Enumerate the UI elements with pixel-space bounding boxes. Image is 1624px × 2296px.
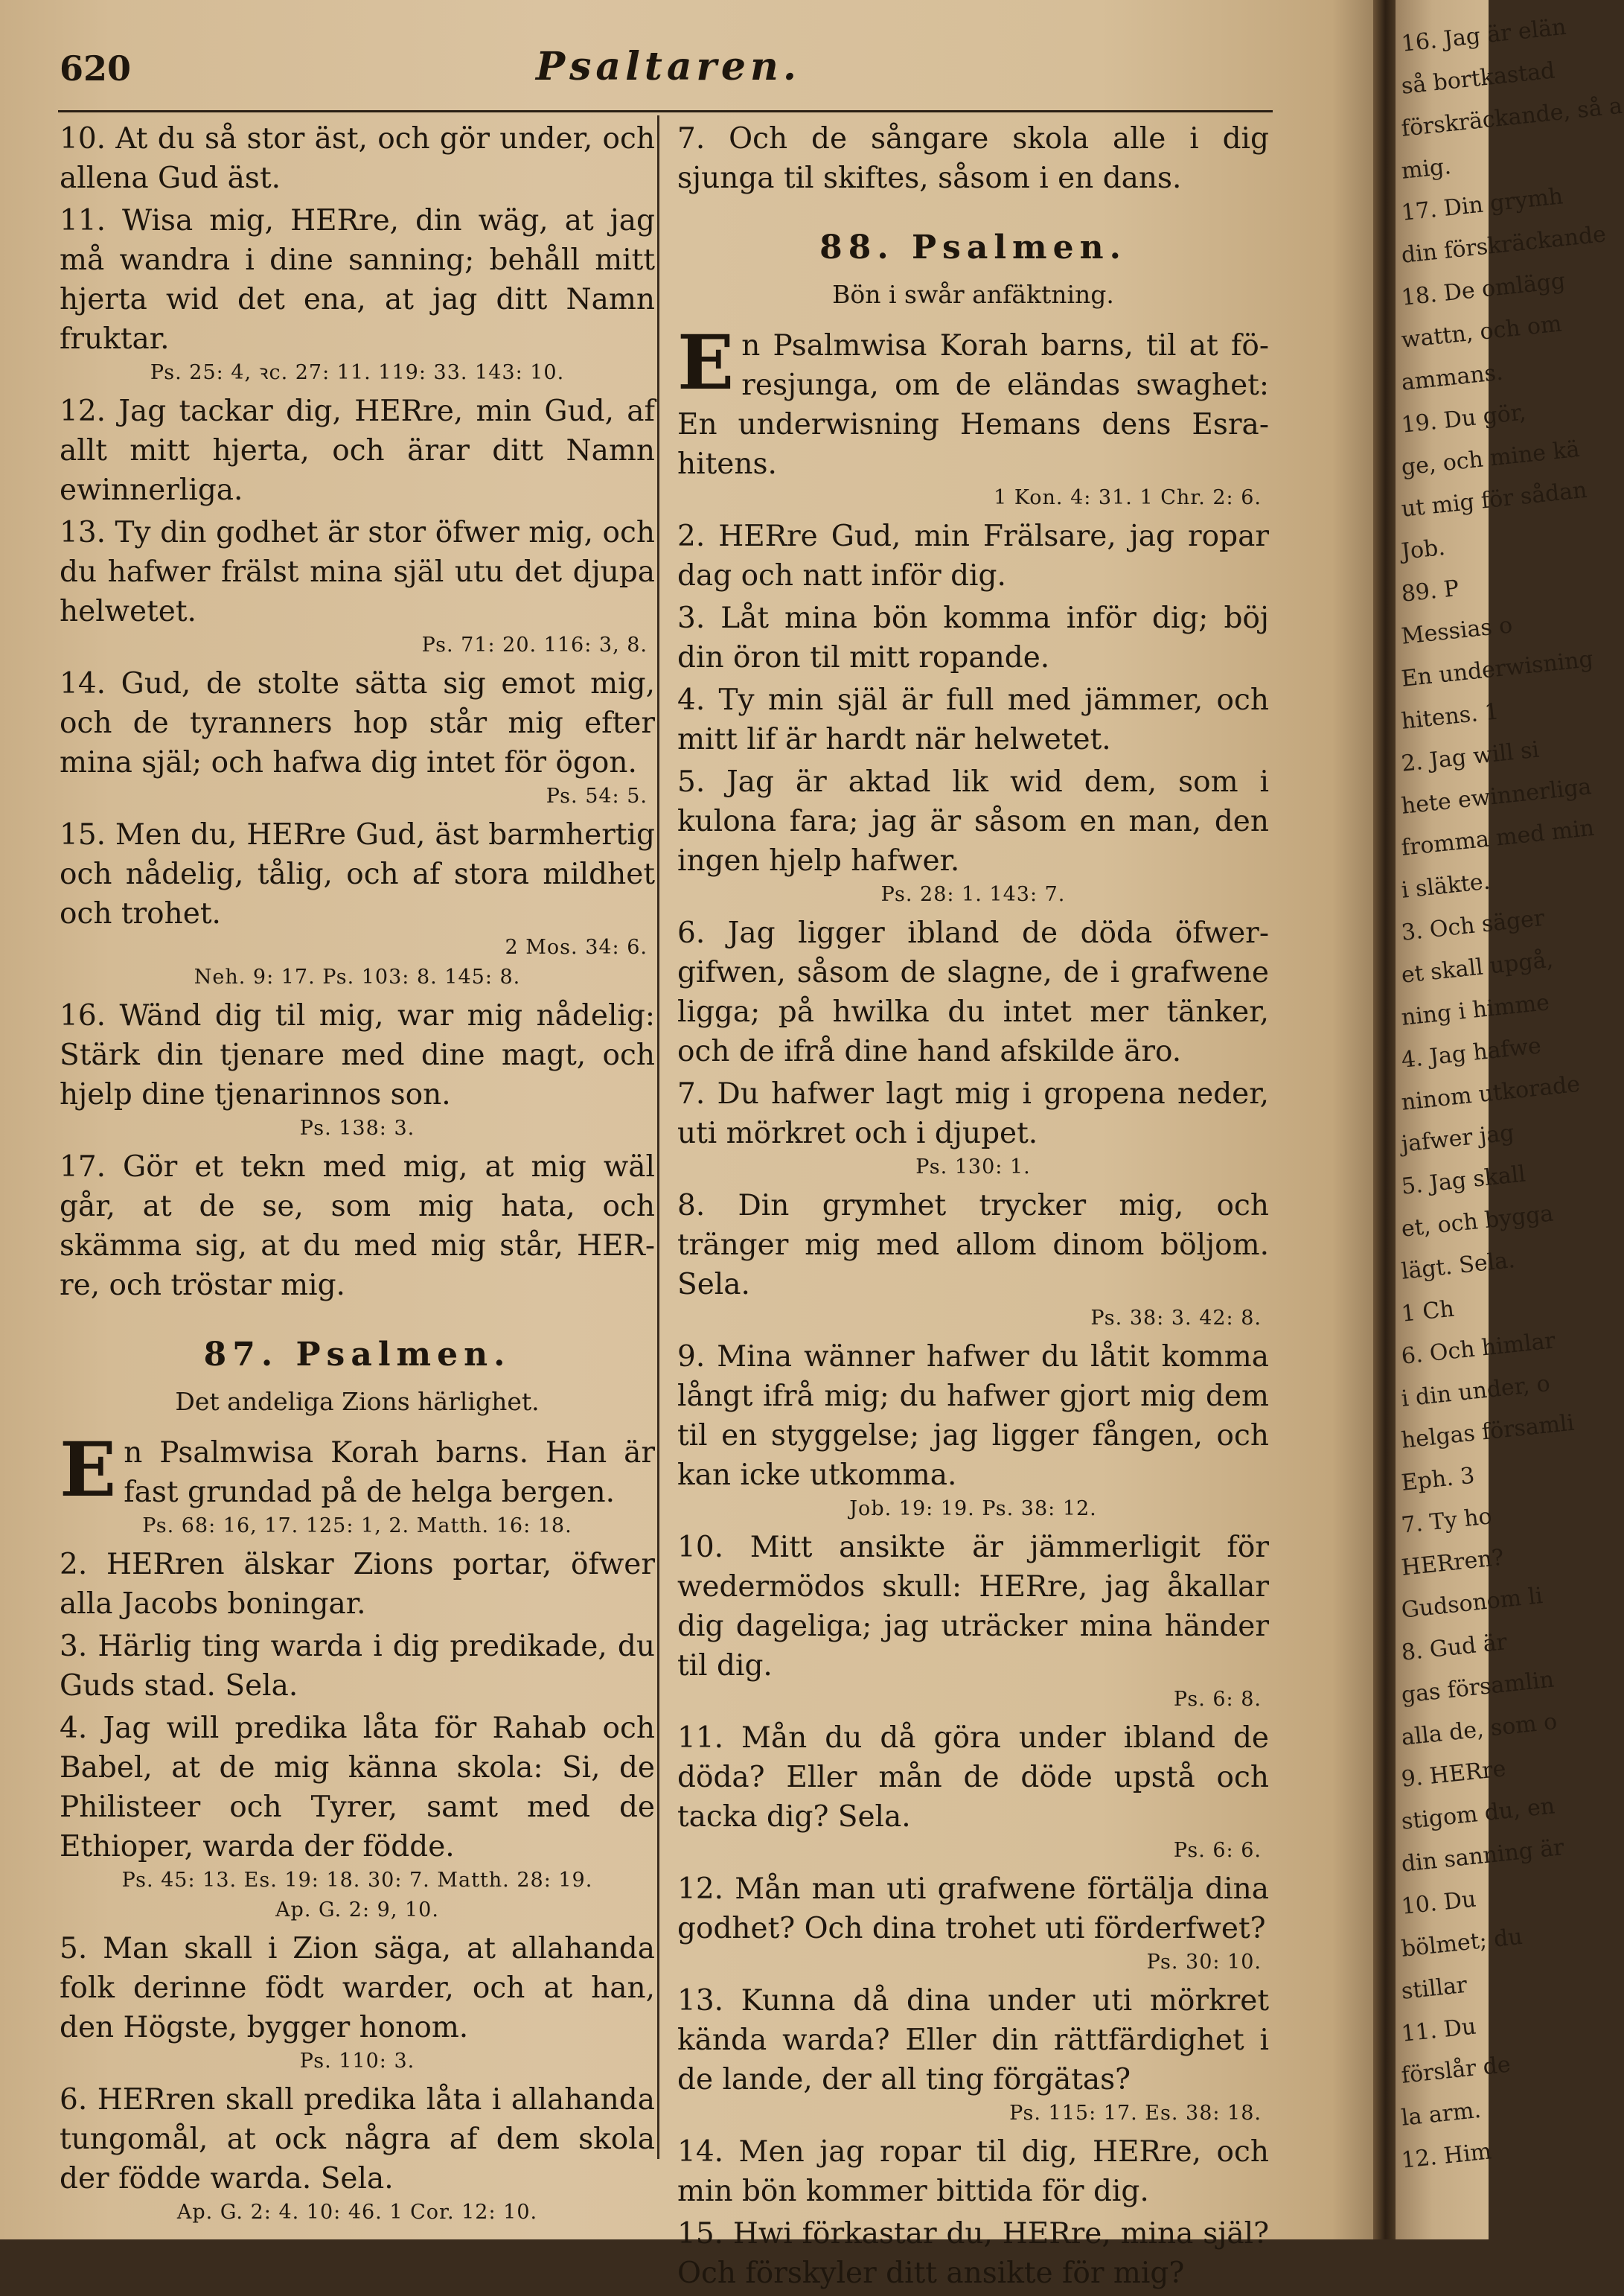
psalm-intro: En Psalmwisa Korah barns, til at föresjunga, om de eländas swaghet: En underwisning Hemans dens Esrahitens. bbox=[677, 319, 1269, 481]
verse: 17. Gör et tekn med mig, at mig wäl går, at de se, som mig hata, och skämma sig, at du med mig står, HERre, och tröstar mig. bbox=[60, 1150, 655, 1302]
drop-cap: E bbox=[60, 1426, 117, 1514]
cross-reference: Ps. 71: 20. 116: 3, 8. bbox=[421, 634, 648, 657]
adjacent-page-fragment: förslår de bbox=[1400, 2052, 1512, 2090]
adjacent-page-fragment: lägt. Sela. bbox=[1400, 1246, 1517, 1285]
adjacent-page-fragment: Job. bbox=[1400, 535, 1447, 566]
verse: 13. Kunna då dina under uti mörkret kända warda? Eller din rättfärdighet i de lande, der all ting förgätas? bbox=[677, 1984, 1269, 2096]
running-title: Psaltaren. bbox=[536, 44, 801, 89]
cross-reference: Ap. G. 2: 4. 10: 46. 1 Cor. 12: 10. bbox=[176, 2201, 538, 2224]
psalm-subtitle: Det andeliga Zions härlighet. bbox=[175, 1387, 540, 1416]
verse: 5. Man skall i Zion säga, at allahanda folk derinne födt warder, och at han, den Högste, bygger honom. bbox=[60, 1932, 655, 2044]
cross-reference: Ps. 25: 4, ꝛc. 27: 11. 119: 33. 143: 10. bbox=[150, 361, 565, 384]
right-column bbox=[677, 119, 1269, 2296]
adjacent-page-fragment: la arm. bbox=[1400, 2097, 1483, 2132]
adjacent-page-fragment: alla de, som o bbox=[1400, 1708, 1559, 1751]
column-divider bbox=[657, 115, 659, 2159]
psalm-subtitle: Bön i swår anfäktning. bbox=[832, 280, 1114, 309]
verse: 4. Jag will predika låta för Rahab och Babel, at de mig känna skola: Si, de Philisteer och Tyrer, samt med de Ethioper, warda der födde. bbox=[60, 1712, 655, 1863]
header-rule bbox=[58, 110, 1273, 112]
cross-reference: Ps. 138: 3. bbox=[299, 1117, 415, 1140]
adjacent-page-fragment: jafwer jag bbox=[1400, 1120, 1516, 1158]
adjacent-page-fragment: Eph. 3 bbox=[1400, 1463, 1476, 1497]
verse: 14. Men jag ropar til dig, HERre, och min bön kommer bittida för dig. bbox=[677, 2135, 1269, 2208]
psalm-title: 88. Psalmen. bbox=[819, 229, 1127, 267]
adjacent-page-fragment: din förskräckande bbox=[1400, 221, 1608, 270]
book-gutter bbox=[1373, 0, 1396, 2239]
adjacent-page-fragment: gas församlin bbox=[1400, 1666, 1556, 1709]
verse: 2. HERren älskar Zions portar, öfwer alla Jacobs boningar. bbox=[60, 1548, 655, 1621]
verse: 8. Din grymhet trycker mig, och tränger mig med allom dinom böljom. Sela. bbox=[677, 1189, 1269, 1301]
adjacent-page-fragment: i släkte. bbox=[1400, 868, 1492, 905]
adjacent-page-fragment: i din under, o bbox=[1400, 1370, 1552, 1412]
cross-reference: Ps. 54: 5. bbox=[546, 785, 648, 808]
adjacent-page-fragment: din sanning är bbox=[1400, 1834, 1566, 1878]
adjacent-page-fragment: Messias o bbox=[1400, 612, 1514, 650]
adjacent-page-edge bbox=[1396, 0, 1624, 2239]
adjacent-page-fragment: ninom utkorade bbox=[1400, 1071, 1582, 1116]
cross-reference: Ps. 6: 6. bbox=[1173, 1839, 1262, 1862]
adjacent-page-fragment: 1 Ch bbox=[1400, 1295, 1456, 1327]
cross-reference: Ps. 45: 13. Es. 19: 18. 30: 7. Matth. 28: 19. bbox=[121, 1869, 593, 1892]
verse: 9. Mina wänner hafwer du låtit komma långt ifrå mig; du hafwer gjort mig dem til en styggelse; jag ligger fången, och kan icke utkomma. bbox=[677, 1340, 1269, 1492]
adjacent-page-fragment: ning i himme bbox=[1400, 989, 1551, 1031]
verse: 7. Och de sångare skola alle i dig sjunga til skiftes, såsom i en dans. bbox=[677, 122, 1269, 195]
verse: 3. Härlig ting warda i dig predikade, du Guds stad. Sela. bbox=[60, 1630, 655, 1703]
verse: 5. Jag är aktad lik wid dem, som i kulona fara; jag är såsom en man, den ingen hjelp hafwer. bbox=[677, 765, 1269, 878]
verse: 6. HERren skall predika låta i allahanda tungomål, at ock några af dem skola der födde warda. Sela. bbox=[60, 2083, 655, 2195]
adjacent-page-fragment: bölmet; du bbox=[1400, 1923, 1524, 1962]
adjacent-page-fragment: helgas församli bbox=[1400, 1410, 1576, 1455]
verse: 4. Ty min själ är full med jämmer, och mitt lif är hardt när helwetet. bbox=[677, 683, 1269, 756]
cross-reference: 1 Kon. 4: 31. 1 Chr. 2: 6. bbox=[994, 486, 1262, 509]
adjacent-page-fragment: et skall upgå, bbox=[1400, 946, 1555, 989]
verse: 2. HERre Gud, min Frälsare, jag ropar dag och natt inför dig. bbox=[677, 520, 1269, 593]
adjacent-page-fragment: stillar bbox=[1400, 1971, 1468, 2005]
page-number: 620 bbox=[60, 48, 132, 89]
verse: 15. Men du, HERre Gud, äst barmhertig och nådelig, tålig, och af stora mildhet och trohet. bbox=[60, 818, 655, 931]
verse: 3. Låt mina bön komma inför dig; böj din öron til mitt ropande. bbox=[677, 602, 1269, 675]
adjacent-page-fragment: 9. HERre bbox=[1400, 1756, 1508, 1793]
cross-reference: Ps. 110: 3. bbox=[299, 2050, 415, 2073]
verse: 6. Jag ligger ibland de döda öfwergifwen, såsom de slagne, de i grafwene ligga; på hwilka du intet mer tänker, och de ifrå dine hand afskilde äro. bbox=[677, 916, 1269, 1068]
cross-reference: Ps. 30: 10. bbox=[1146, 1951, 1262, 1974]
adjacent-page-fragment: 11. Du bbox=[1400, 2013, 1477, 2047]
verse: 14. Gud, de stolte sätta sig emot mig, och de tyranners hop står mig efter mina själ; och hafwa dig intet för ögon. bbox=[60, 667, 655, 779]
page-header bbox=[60, 41, 1340, 101]
verse: 10. Mitt ansikte är jämmerligit för wedermödos skull: HERre, jag åkallar dig dageliga; jag uträcker mina händer til dig. bbox=[677, 1531, 1269, 1683]
adjacent-page-fragment: 4. Jag hafwe bbox=[1400, 1032, 1543, 1074]
adjacent-page-fragment: 17. Din grymh bbox=[1400, 183, 1564, 227]
adjacent-page-fragment: förskräckande, så a bbox=[1400, 92, 1624, 142]
left-column bbox=[60, 119, 655, 2231]
adjacent-page-fragment: mig. bbox=[1400, 153, 1453, 185]
cross-reference: Job. 19: 19. Ps. 38: 12. bbox=[849, 1497, 1097, 1520]
adjacent-page-fragment: 16. Jag är elän bbox=[1400, 13, 1567, 57]
verse: 7. Du hafwer lagt mig i gropena neder, uti mörkret och i djupet. bbox=[677, 1077, 1269, 1150]
psalm-intro: En Psalmwisa Korah barns. Han är fast grundad på de helga bergen. bbox=[60, 1426, 655, 1514]
adjacent-page-fragment: fromma med min bbox=[1400, 815, 1596, 862]
adjacent-page-fragment: et, och bygga bbox=[1400, 1200, 1555, 1243]
cross-reference: Ap. G. 2: 9, 10. bbox=[275, 1898, 439, 1922]
adjacent-page-fragment: wattn, och om bbox=[1400, 310, 1563, 354]
cross-reference: Ps. 68: 16, 17. 125: 1, 2. Matth. 16: 18. bbox=[142, 1514, 572, 1537]
verse: 10. At du så stor äst, och gör under, och allena Gud äst. bbox=[60, 122, 655, 195]
verse: 15. Hwi förkastar du, HERre, mina själ? Och förskyler ditt ansikte för mig? bbox=[677, 2217, 1269, 2290]
adjacent-page-fragment: stigom du, en bbox=[1400, 1793, 1556, 1836]
adjacent-page-fragment: ammans. bbox=[1400, 359, 1505, 396]
adjacent-page-fragment: så bortkastad bbox=[1400, 57, 1556, 100]
adjacent-page-fragment: 19. Du gör, bbox=[1400, 399, 1527, 439]
adjacent-page-fragment: 89. P bbox=[1400, 575, 1460, 608]
adjacent-page-fragment: hitens. 1 bbox=[1400, 698, 1500, 735]
adjacent-page-fragment: 5. Jag skall bbox=[1400, 1161, 1527, 1201]
adjacent-page-fragment: ge, och mine kä bbox=[1400, 436, 1582, 481]
cross-reference: Ps. 115: 17. Es. 38: 18. bbox=[1009, 2102, 1262, 2125]
cross-reference: Ps. 6: 8. bbox=[1173, 1688, 1262, 1711]
adjacent-page-fragment: HERren? bbox=[1400, 1544, 1506, 1581]
verse: 16. Wänd dig til mig, war mig nådelig: Stärk din tjenare med dine magt, och hjelp dine tjenarinnos son. bbox=[60, 999, 655, 1112]
cross-reference: 2 Mos. 34: 6. bbox=[505, 936, 648, 959]
verse: 11. Mån du då göra under ibland de döda? Eller mån de döde upstå och tacka dig? Sela. bbox=[677, 1721, 1269, 1834]
adjacent-page-fragment: Gudsonom li bbox=[1400, 1582, 1544, 1624]
verse: 13. Ty din godhet är stor öfwer mig, och du hafwer frälst mina själ utu det djupa helwetet. bbox=[60, 516, 655, 628]
cross-reference: Ps. 38: 3. 42: 8. bbox=[1090, 1307, 1262, 1330]
adjacent-page-fragment: 12. Him bbox=[1400, 2138, 1493, 2174]
verse: 11. Wisa mig, HERre, din wäg, at jag må wandra i dine sanning; behåll mitt hjerta wid det ena, at jag ditt Namn fruktar. bbox=[60, 204, 655, 356]
adjacent-page-fragment: 7. Ty ho bbox=[1400, 1503, 1494, 1539]
drop-cap: E bbox=[677, 319, 735, 406]
verse: 12. Mån man uti grafwene förtälja dina godhet? Och dina trohet uti förderfwet? bbox=[677, 1872, 1269, 1945]
adjacent-page-fragment: 18. De omlägg bbox=[1400, 268, 1567, 311]
cross-reference: Ps. 130: 1. bbox=[915, 1155, 1031, 1179]
adjacent-page-fragment: hete ewinnerliga bbox=[1400, 773, 1593, 820]
adjacent-page-fragment: En underwisning bbox=[1400, 645, 1595, 692]
adjacent-page-fragment: ut mig för sådan bbox=[1400, 477, 1588, 523]
adjacent-page-fragment: 3. Och säger bbox=[1400, 905, 1546, 946]
adjacent-page-fragment: 2. Jag will si bbox=[1400, 736, 1541, 777]
adjacent-page-fragment: 6. Och himlar bbox=[1400, 1327, 1557, 1370]
psalm-title: 87. Psalmen. bbox=[203, 1336, 511, 1374]
cross-reference: Ps. 28: 1. 143: 7. bbox=[880, 883, 1066, 906]
cross-reference: Neh. 9: 17. Ps. 103: 8. 145: 8. bbox=[194, 966, 521, 989]
adjacent-page-fragment: 10. Du bbox=[1400, 1886, 1477, 1920]
verse: 12. Jag tackar dig, HERre, min Gud, af allt mitt hjerta, och ärar ditt Namn ewinnerliga. bbox=[60, 395, 655, 507]
adjacent-page-fragment: 8. Gud är bbox=[1400, 1628, 1509, 1666]
